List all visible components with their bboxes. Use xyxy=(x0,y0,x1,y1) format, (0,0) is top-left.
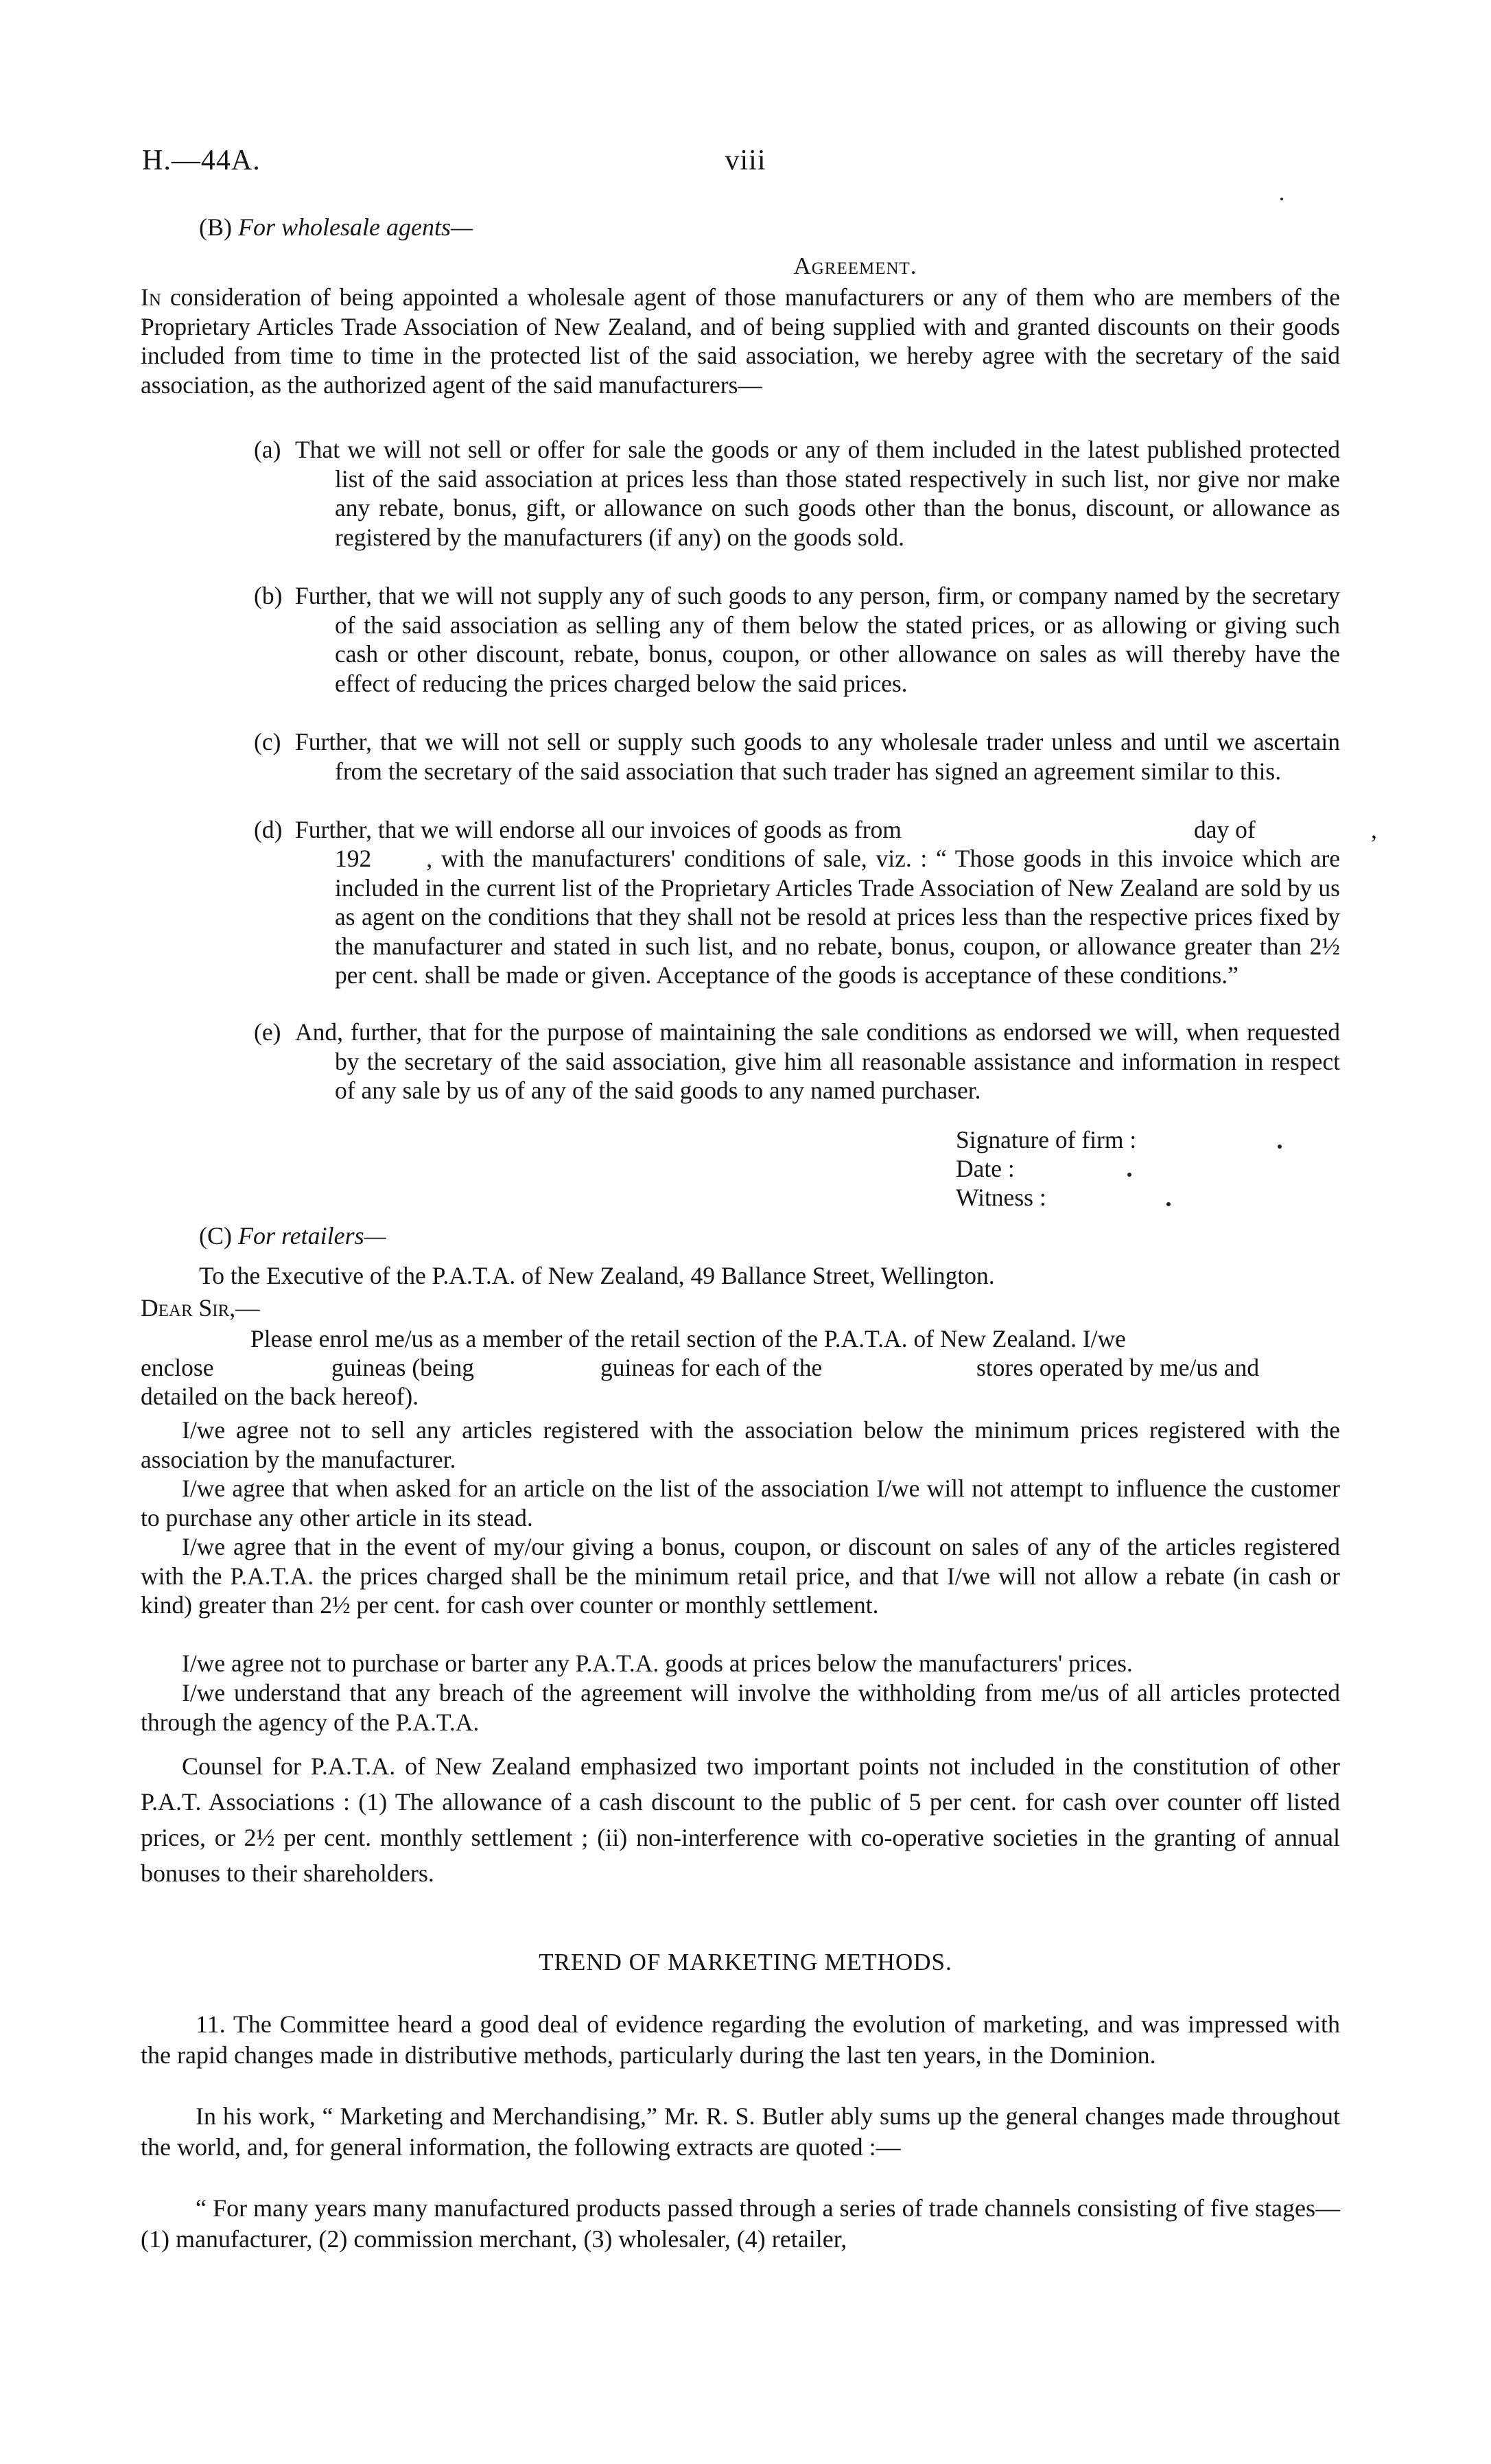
enrol-line-1: Please enrol me/us as a member of the retail section of the P.A.T.A. of New Zealand. I/we xyxy=(250,1325,1126,1352)
item-d-text-b: day of xyxy=(1194,816,1256,843)
agreement-item-a xyxy=(254,435,1340,552)
item-label: (c) xyxy=(254,728,281,755)
section-b-title: For wholesale agents— xyxy=(238,213,473,241)
item-label: (a) xyxy=(254,436,281,463)
agreement-item-c xyxy=(254,727,1340,786)
agreement-item-b xyxy=(254,581,1340,698)
item-label: (b) xyxy=(254,582,283,609)
item-d-text-a: Further, that we will endorse all our invoices of goods as from xyxy=(295,816,902,843)
date-mark xyxy=(1127,1173,1131,1177)
agreement-intro xyxy=(141,283,1340,399)
item-d-body xyxy=(335,844,1340,990)
item-text: That we will not sell or offer for sale the goods or any of them included in the latest published protected list of the said association at prices less than those stated respectively in such list, nor give nor make any rebate, bonus, gift, or allowance on such goods other than the bonus, discount, or allowance as registered by the manufacturers (if any) on the goods sold. xyxy=(295,436,1340,551)
section-title-trend: TREND OF MARKETING METHODS. xyxy=(539,1949,952,1975)
intro-text: consideration of being appointed a wholesale agent of those manufacturers or any of them who are members of the Proprietary Articles Trade Association of New Zealand, and of being supplied with and granted discounts on their goods included from time to time in the protected list of the said association, we hereby agree with the secretary of the said association, as the authorized agent of the said manufacturers— xyxy=(141,283,1340,399)
retailer-clause-4: I/we agree not to purchase or barter any P.A.T.A. goods at prices below the manufacturers' prices. xyxy=(182,1650,1133,1677)
agreement-item-e xyxy=(254,1018,1340,1105)
section-b-label: (B) xyxy=(199,213,238,241)
page-number: viii xyxy=(725,145,766,176)
retailer-clause-3: I/we agree that in the event of my/our giving a bonus, coupon, or discount on sales of any of the articles registered with the P.A.T.A. the prices charged shall be the minimum retail price, and that I/we will not allow a rebate (in cash or kind) greater than 2½ per cent. for cash over counter or monthly settlement. xyxy=(141,1533,1340,1619)
retailer-clause-5: I/we understand that any breach of the agreement will involve the withholding from me/us of all articles protected through the agency of the P.A.T.A. xyxy=(141,1679,1340,1736)
salutation: Dear Sir,— xyxy=(141,1294,260,1322)
item-label: (e) xyxy=(254,1018,281,1046)
witness-line: Witness : xyxy=(956,1184,1046,1211)
signature-line: Signature of firm : xyxy=(956,1126,1137,1153)
item-label: (d) xyxy=(254,816,283,843)
enrol-guineas-being: guineas (being xyxy=(331,1354,475,1381)
enrol-guineas-each: guineas for each of the xyxy=(600,1354,823,1381)
retailer-clause-1: I/we agree not to sell any articles registered with the association below the minimum prices registered with the association by the manufacturer. xyxy=(141,1416,1340,1473)
counsel-paragraph: Counsel for P.A.T.A. of New Zealand emphasized two important points not included in the constitution of other P.A.T. Associations : (1) The allowance of a cash discount to the public of 5 per cent. for cash over counter off listed prices, or 2½ per cent. monthly settlement ; (ii) non-interference with co-operative societies in the granting of annual bonuses to their shareholders. xyxy=(141,1752,1340,1887)
section-c-title: For retailers— xyxy=(238,1222,386,1249)
date-line: Date : xyxy=(956,1155,1015,1182)
retailer-address: To the Executive of the P.A.T.A. of New Zealand, 49 Ballance Street, Wellington. xyxy=(199,1262,995,1289)
enrol-line-3: detailed on the back hereof). xyxy=(141,1383,419,1410)
trend-paragraph-3: “ For many years many manufactured products passed through a series of trade channels consisting of five stages—(1) manufacturer, (2) commission merchant, (3) wholesaler, (4) retailer, xyxy=(141,2194,1340,2253)
document-code: H.—44A. xyxy=(142,145,261,176)
item-d-first-line xyxy=(295,815,1377,844)
section-c-heading xyxy=(199,1221,386,1250)
document-code-suffix: A xyxy=(231,145,253,176)
intro-lead: In xyxy=(141,283,161,311)
enrol-line-2 xyxy=(141,1353,1340,1382)
item-text: Further, that we will not sell or supply such goods to any wholesale trader unless and until we ascertain from the secretary of the said association that such trader has signed an agreement similar to this. xyxy=(295,728,1340,785)
speck-mark xyxy=(1280,198,1283,200)
item-text: And, further, that for the purpose of maintaining the sale conditions as endorsed we will, when requested by the secretary of the said association, give him all reasonable assistance and information in respect of any sale by us of any of the said goods to any named purchaser. xyxy=(295,1018,1340,1104)
retailer-clause-2: I/we agree that when asked for an article on the list of the association I/we will not attempt to influence the customer to purchase any other article in its stead. xyxy=(141,1475,1340,1532)
section-c-label: (C) xyxy=(199,1222,238,1249)
item-d-year: 192 xyxy=(335,845,372,872)
enrol-stores: stores operated by me/us and xyxy=(976,1354,1260,1381)
enrol-enclose: enclose xyxy=(141,1354,214,1381)
document-code-main: H.—44 xyxy=(142,145,231,176)
trend-paragraph-1: 11. The Committee heard a good deal of evidence regarding the evolution of marketing, and was impressed with the rapid changes made in distributive methods, particularly during the last ten years, in the Dominion. xyxy=(141,2010,1340,2069)
witness-mark xyxy=(1166,1202,1171,1206)
item-text: Further, that we will not supply any of such goods to any person, firm, or company named by the secretary of the said association as selling any of them below the stated prices, or as allowing or giving such cash or other discount, rebate, bonus, coupon, or other allowance on sales as will thereby have the effect of reducing the prices charged below the said prices. xyxy=(295,582,1340,697)
trend-paragraph-2: In his work, “ Marketing and Merchandising,” Mr. R. S. Butler ably sums up the general changes made throughout the world, and, for general information, the following extracts are quoted :— xyxy=(141,2102,1340,2161)
item-d-text-e: , with the manufacturers' conditions of sale, viz. : “ Those goods in this invoice which are included in the current list of the Proprietary Articles Trade Association of New Zealand are sold by us as agent on the conditions that they shall not be resold at prices less than the respective prices fixed by the manufacturer and stated in such list, and no rebate, bonus, coupon, or allowance greater than 2½ per cent. shall be made or given. Acceptance of the goods is acceptance of these conditions.” xyxy=(335,845,1340,989)
signature-mark xyxy=(1278,1145,1282,1149)
section-b-heading xyxy=(199,213,473,242)
agreement-title: Agreement. xyxy=(793,253,917,279)
item-d-text-c: , xyxy=(1371,816,1377,843)
agreement-item-d xyxy=(254,815,1377,990)
